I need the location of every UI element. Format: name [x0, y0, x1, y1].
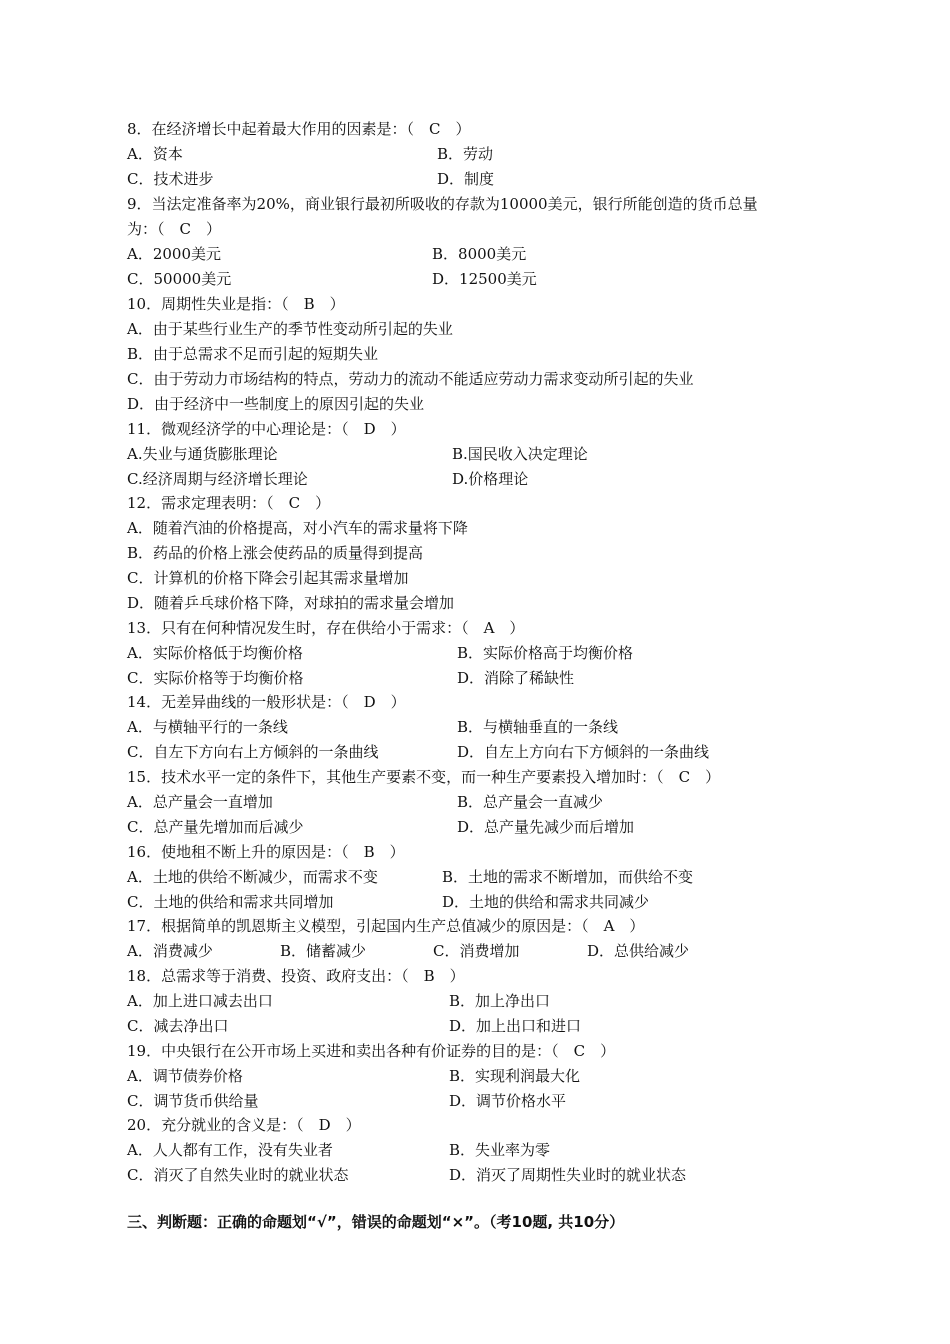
option-b: B．劳动: [437, 145, 494, 163]
question-20-options-row-1: [127, 1138, 840, 1163]
option-c: C．技术进步: [127, 170, 214, 188]
question-20-options-row-2: [127, 1163, 840, 1188]
option-b: B．加上净出口: [449, 992, 551, 1010]
question-11: 11．微观经济学的中心理论是：（ D ）: [127, 420, 406, 438]
question-20: 20．充分就业的含义是：（ D ）: [127, 1116, 361, 1134]
question-10: 10．周期性失业是指：（ B ）: [127, 295, 345, 313]
question-9-options-row-1: [127, 242, 840, 267]
question-13-options-row-2: [127, 666, 840, 691]
option-a: A．加上进口减去出口: [127, 992, 273, 1010]
option-c: C.经济周期与经济增长理论: [127, 470, 308, 488]
option-a: A．土地的供给不断减少，而需求不变: [127, 868, 378, 886]
question-13: 13．只有在何种情况发生时，存在供给小于需求：（ A ）: [127, 619, 525, 637]
option-d: D.价格理论: [452, 470, 529, 488]
option-d: D．总供给减少: [587, 942, 690, 960]
question-8-options-row-1: [127, 142, 840, 167]
option-b: B．总产量会一直减少: [457, 793, 604, 811]
option-c: C．消费增加: [433, 942, 520, 960]
question-12: 12．需求定理表明：（ C ）: [127, 494, 331, 512]
option-c: C．调节货币供给量: [127, 1092, 259, 1110]
question-18-options-row-2: [127, 1014, 840, 1039]
option-b: B．实现利润最大化: [449, 1067, 581, 1085]
option-a: A．消费减少: [127, 942, 213, 960]
question-13-options-row-1: [127, 641, 840, 666]
question-9: 9．当法定准备率为20%，商业银行最初所吸收的存款为10000美元，银行所能创造的货币总量: [127, 195, 758, 213]
option-b: B．储蓄减少: [280, 942, 367, 960]
section-3-heading: 三、判断题：正确的命题划“√”，错误的命题划“×”。（考10题, 共10分）: [127, 1213, 625, 1231]
option-a: A．2000美元: [127, 245, 222, 263]
question-17: 17．根据简单的凯恩斯主义模型，引起国内生产总值减少的原因是：（ A ）: [127, 917, 645, 935]
option-b: B.国民收入决定理论: [452, 445, 588, 463]
question-11-options-row-2: [127, 467, 840, 492]
option-b: B．实际价格高于均衡价格: [457, 644, 634, 662]
question-9-continued: 为：（ C ）: [127, 220, 221, 238]
option-c: C．消灭了自然失业时的就业状态: [127, 1166, 349, 1184]
option-a: A．与横轴平行的一条线: [127, 718, 288, 736]
question-10-option-b: B．由于总需求不足而引起的短期失业: [127, 345, 379, 363]
option-d: D．总产量先减少而后增加: [457, 818, 635, 836]
option-d: D．消除了稀缺性: [457, 669, 575, 687]
option-a: A．总产量会一直增加: [127, 793, 273, 811]
option-d: D．调节价格水平: [449, 1092, 567, 1110]
question-15-options-row-2: [127, 815, 840, 840]
option-b: B．土地的需求不断增加，而供给不变: [442, 868, 694, 886]
option-a: A．人人都有工作，没有失业者: [127, 1141, 333, 1159]
question-19-options-row-2: [127, 1089, 840, 1114]
question-12-option-c: C．计算机的价格下降会引起其需求量增加: [127, 569, 409, 587]
question-12-option-d: D．随着乒乓球价格下降，对球拍的需求量会增加: [127, 594, 455, 612]
question-17-options: [127, 939, 840, 964]
option-a: A．调节债券价格: [127, 1067, 243, 1085]
question-19: 19．中央银行在公开市场上买进和卖出各种有价证券的目的是：（ C ）: [127, 1042, 616, 1060]
question-14-options-row-1: [127, 715, 840, 740]
question-11-options-row-1: [127, 442, 840, 467]
option-d: D．土地的供给和需求共同减少: [442, 893, 650, 911]
option-c: C．土地的供给和需求共同增加: [127, 893, 334, 911]
question-15: 15．技术水平一定的条件下，其他生产要素不变，而一种生产要素投入增加时：（ C ）: [127, 768, 721, 786]
option-c: C．50000美元: [127, 270, 232, 288]
option-c: C．减去净出口: [127, 1017, 229, 1035]
question-14-options-row-2: [127, 740, 840, 765]
question-18: 18．总需求等于消费、投资、政府支出：（ B ）: [127, 967, 465, 985]
option-d: D．制度: [437, 170, 495, 188]
question-16: 16．使地租不断上升的原因是：（ B ）: [127, 843, 405, 861]
question-8: 8．在经济增长中起着最大作用的因素是：（ C ）: [127, 120, 471, 138]
option-a: A．实际价格低于均衡价格: [127, 644, 303, 662]
question-9-options-row-2: [127, 267, 840, 292]
option-a: A.失业与通货膨胀理论: [127, 445, 278, 463]
question-10-option-a: A．由于某些行业生产的季节性变动所引起的失业: [127, 320, 453, 338]
question-14: 14．无差异曲线的一般形状是：（ D ）: [127, 693, 406, 711]
question-16-options-row-2: [127, 890, 840, 915]
question-10-option-d: D．由于经济中一些制度上的原因引起的失业: [127, 395, 425, 413]
option-b: B．8000美元: [432, 245, 527, 263]
question-12-option-a: A．随着汽油的价格提高，对小汽车的需求量将下降: [127, 519, 468, 537]
question-18-options-row-1: [127, 989, 840, 1014]
option-d: D．自左上方向右下方倾斜的一条曲线: [457, 743, 710, 761]
option-d: D．消灭了周期性失业时的就业状态: [449, 1166, 687, 1184]
question-15-options-row-1: [127, 790, 840, 815]
question-8-options-row-2: [127, 167, 840, 192]
option-c: C．实际价格等于均衡价格: [127, 669, 304, 687]
option-a: A．资本: [127, 145, 183, 163]
option-d: D．加上出口和进口: [449, 1017, 582, 1035]
option-b: B．失业率为零: [449, 1141, 551, 1159]
question-10-option-c: C．由于劳动力市场结构的特点，劳动力的流动不能适应劳动力需求变动所引起的失业: [127, 370, 694, 388]
option-b: B．与横轴垂直的一条线: [457, 718, 619, 736]
question-16-options-row-1: [127, 865, 840, 890]
question-19-options-row-1: [127, 1064, 840, 1089]
option-c: C．自左下方向右上方倾斜的一条曲线: [127, 743, 379, 761]
option-c: C．总产量先增加而后减少: [127, 818, 304, 836]
question-12-option-b: B．药品的价格上涨会使药品的质量得到提高: [127, 544, 424, 562]
option-d: D．12500美元: [432, 270, 537, 288]
